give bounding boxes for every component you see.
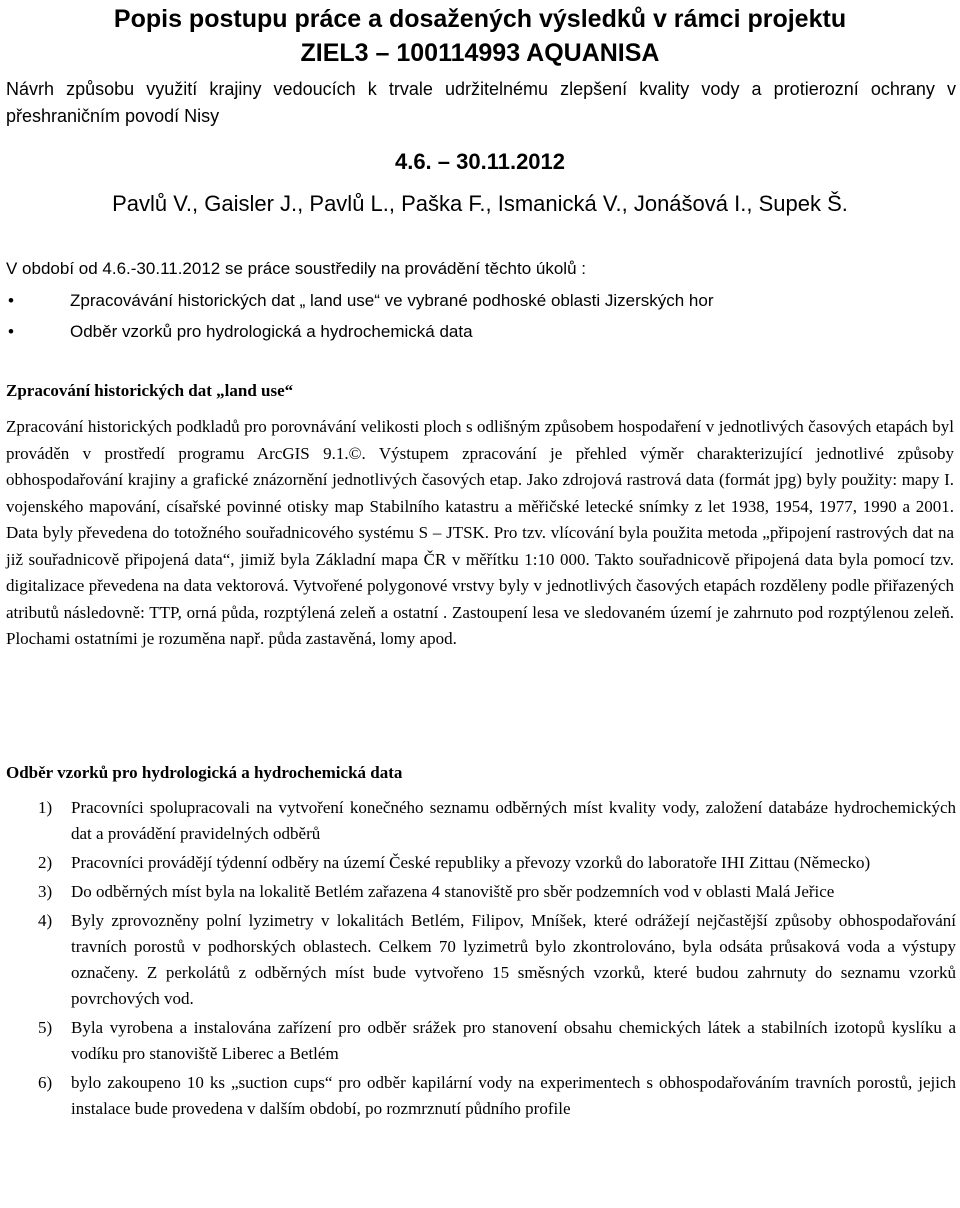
item-number: 6) xyxy=(38,1073,53,1092)
list-item xyxy=(6,850,956,876)
item-text: bylo zakoupeno 10 ks „suction cups“ pro odběr kapilární vody na experimentech s obhospodařováním travních porostů, jejich instalace bude provedena v dalším období, po rozmrznutí půdního profile xyxy=(71,1073,956,1118)
list-item xyxy=(6,319,956,350)
bullet-text: Zpracovávání historických dat „ land use“ ve vybrané podhoské oblasti Jizerských hor xyxy=(70,291,714,310)
authors-line: Pavlů V., Gaisler J., Pavlů L., Paška F., Ismanická V., Jonášová I., Supek Š. xyxy=(112,191,848,216)
item-text: Pracovníci provádějí týdenní odběry na území České republiky a převozy vzorků do laboratoře IHI Zittau (Německo) xyxy=(71,853,871,872)
item-number: 2) xyxy=(38,853,53,872)
bullet-icon: • xyxy=(8,322,14,341)
page-title: Popis postupu práce a dosažených výsledků v rámci projektu xyxy=(113,5,847,33)
list-item xyxy=(6,1070,956,1122)
section-paragraph-land-use: Zpracování historických podkladů pro porovnávání velikosti ploch s odlišným způsobem hospodaření v jednotlivých časových etapách byl prováděn v prostředí programu ArcGIS 9.1.©. Výstupem zpracování je přehled výměr charakterizující jednotlivé způsoby obhospodařování krajiny a grafické znázornění jednotlivých časových etap. Jako zdrojová rastrová data (formát jpg) byly použity: mapy I. vojenského mapování, císařské povinné otisky map Stabilního katastru a měřičské letecké snímky z let 1938, 1954, 1977, 1990 a 2001. Data byly převedena do totožného souřadnicového systému S – JTSK. Pro tzv. vlícování byla použita metoda „připojení rastrových dat na již souřadnicově připojená data“, jimiž byla Základní mapa ČR v měřítku 1:10 000. Takto souřadnicově připojená data byla pomocí tzv. digitalizace převedena na data vektorová. Vytvořené polygonové vrstvy byly v jednotlivých časových etapách rozděleny podle přiřazených atributů následovně: TTP, orná půda, rozptýlená zeleň a ostatní . Zastoupení lesa ve sledovaném území je zahrnuto pod rozptýlenou zeleň. Plochami ostatními je rozuměna např. půda zastavěná, lomy apod. xyxy=(6,417,954,648)
list-item xyxy=(6,908,956,1012)
report-date: 4.6. – 30.11.2012 xyxy=(394,149,566,174)
bullet-text: Odběr vzorků pro hydrologická a hydrochemická data xyxy=(70,322,473,341)
item-text: Byly zprovozněny polní lyzimetry v lokalitách Betlém, Filipov, Mníšek, které odrážejí nejčastější způsoby obhospodařování travních porostů v podhorských oblastech. Celkem 70 lyzimetrů bylo zkontrolováno, byla odsáta průsaková voda a výstupy označeny. Z perkolátů z odběrných míst bude vytvořeno 15 směsných vzorků, které budou zahrnuty do seznamu vzorků povrchových vod. xyxy=(71,911,956,1008)
intro-text: V období od 4.6.-30.11.2012 se práce soustředily na provádění těchto úkolů : xyxy=(6,259,586,278)
list-item xyxy=(6,288,956,319)
list-item xyxy=(6,1015,956,1067)
item-text: Pracovníci spolupracovali na vytvoření konečného seznamu odběrných míst kvality vody, založení databáze hydrochemických dat a provádění pravidelných odběrů xyxy=(71,798,956,843)
list-item xyxy=(6,795,956,847)
item-number: 4) xyxy=(38,911,53,930)
project-id-title: ZIEL3 – 100114993 AQUANISA xyxy=(300,39,660,67)
item-text: Byla vyrobena a instalována zařízení pro odběr srážek pro stanovení obsahu chemických látek a stabilních izotopů kyslíku a vodíku pro stanoviště Liberec a Betlém xyxy=(71,1018,956,1063)
item-number: 1) xyxy=(38,798,53,817)
section-heading-land-use: Zpracování historických dat „land use“ xyxy=(6,381,294,400)
task-bullet-list xyxy=(6,288,956,350)
item-number: 3) xyxy=(38,882,53,901)
sampling-numbered-list xyxy=(6,795,956,1122)
bullet-icon: • xyxy=(8,291,14,310)
item-number: 5) xyxy=(38,1018,53,1037)
list-item xyxy=(6,879,956,905)
item-text: Do odběrných míst byla na lokalitě Betlém zařazena 4 stanoviště pro sběr podzemních vod v oblasti Malá Jeřice xyxy=(71,882,835,901)
section-heading-sampling: Odběr vzorků pro hydrologická a hydrochemická data xyxy=(6,763,403,782)
project-subtitle: Návrh způsobu využití krajiny vedoucích k trvale udržitelnému zlepšení kvality vody a protierozní ochrany v přeshraničním povodí Nisy xyxy=(6,79,956,126)
